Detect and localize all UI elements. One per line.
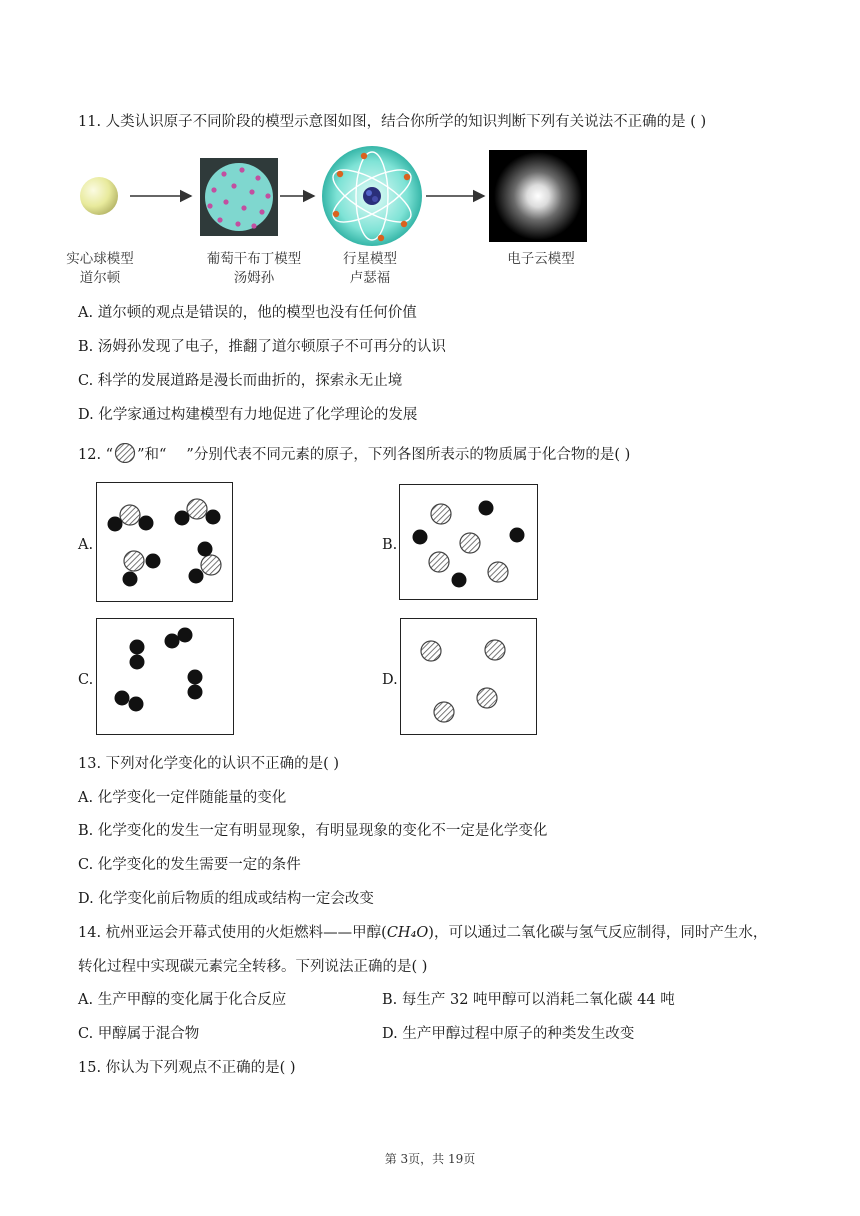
- q12-label-a[interactable]: A.: [78, 537, 94, 553]
- q14-option-a[interactable]: A. 生产甲醇的变化属于化合反应: [78, 992, 287, 1008]
- q12-stem-part-2: ”和“: [137, 447, 167, 463]
- question-12-stem: [78, 443, 630, 465]
- caption-solid-ball: [60, 250, 140, 288]
- q13-option-d[interactable]: D. 化学变化前后物质的组成或结构一定会改变: [78, 891, 374, 907]
- q12-label-c[interactable]: C.: [78, 672, 94, 688]
- q13-option-b[interactable]: B. 化学变化的发生一定有明显现象，有明显现象的变化不一定是化学变化: [78, 823, 548, 839]
- caption-electron-cloud: [496, 250, 586, 269]
- q12-label-b[interactable]: B.: [382, 537, 398, 553]
- caption-model-name: 电子云模型: [507, 251, 575, 267]
- caption-plum-pudding: [194, 250, 314, 288]
- q13-option-c[interactable]: C. 化学变化的发生需要一定的条件: [78, 857, 301, 873]
- question-11-stem: 11. 人类认识原子不同阶段的模型示意图如图，结合你所学的知识判断下列有关说法不正确的是 ( ): [78, 114, 707, 130]
- page-number-footer: 第 3页，共 19页: [384, 1152, 476, 1166]
- planetary-model-image: [322, 146, 422, 246]
- caption-planetary: [330, 250, 410, 288]
- question-15-stem: 15. 你认为下列观点不正确的是( ): [78, 1060, 296, 1076]
- q14-option-c[interactable]: C. 甲醇属于混合物: [78, 1026, 200, 1042]
- q11-option-a[interactable]: A. 道尔顿的观点是错误的，他的模型也没有任何价值: [78, 305, 417, 321]
- question-14-stem-line-2: 转化过程中实现碳元素完全转移。下列说法正确的是( ): [78, 959, 428, 975]
- q12-option-d-box[interactable]: [400, 618, 537, 735]
- q12-stem-part-1: 12. “: [78, 447, 114, 463]
- question-13-stem: 13. 下列对化学变化的认识不正确的是( ): [78, 756, 340, 772]
- q12-label-d[interactable]: D.: [382, 672, 398, 688]
- caption-model-name: 葡萄干布丁模型: [206, 251, 302, 267]
- q14-stem-b: )，可以通过二氧化碳与氢气反应制得，同时产生水，: [428, 925, 768, 941]
- q14-stem-a: 14. 杭州亚运会开幕式使用的火炬燃料——甲醇(: [78, 925, 387, 941]
- q12-option-a-box[interactable]: [96, 482, 233, 602]
- q14-option-d[interactable]: D. 生产甲醇过程中原子的种类发生改变: [382, 1026, 635, 1042]
- q12-option-b-box[interactable]: [399, 484, 538, 600]
- q14-option-b[interactable]: B. 每生产 32 吨甲醇可以消耗二氧化碳 44 吨: [382, 992, 675, 1008]
- electron-cloud-model-image: [489, 150, 587, 242]
- caption-model-name: 行星模型: [343, 251, 397, 267]
- q12-option-c-box[interactable]: [96, 618, 234, 735]
- caption-person: 道尔顿: [79, 270, 121, 286]
- q12-stem-part-3: ”分别代表不同元素的原子，下列各图所表示的物质属于化合物的是( ): [186, 447, 631, 463]
- caption-model-name: 实心球模型: [66, 251, 134, 267]
- q12-option-d-diagram: [401, 619, 535, 733]
- q12-option-a-diagram: [97, 483, 231, 600]
- solid-ball-model-image: [80, 177, 118, 215]
- q11-option-d[interactable]: D. 化学家通过构建模型有力地促进了化学理论的发展: [78, 407, 418, 423]
- q12-option-b-diagram: [400, 485, 536, 598]
- question-14-stem-line-1: [78, 923, 767, 943]
- hatched-atom-legend-icon: [113, 443, 137, 463]
- q11-option-c[interactable]: C. 科学的发展道路是漫长而曲折的，探索永无止境: [78, 373, 403, 389]
- plum-pudding-model-image: [200, 158, 278, 236]
- q12-option-c-diagram: [97, 619, 232, 733]
- q11-option-b[interactable]: B. 汤姆孙发现了电子，推翻了道尔顿原子不可再分的认识: [78, 339, 446, 355]
- methanol-formula: CH₄O: [386, 925, 429, 941]
- caption-person: 汤姆孙: [233, 270, 275, 286]
- caption-person: 卢瑟福: [349, 270, 391, 286]
- q13-option-a[interactable]: A. 化学变化一定伴随能量的变化: [78, 790, 287, 806]
